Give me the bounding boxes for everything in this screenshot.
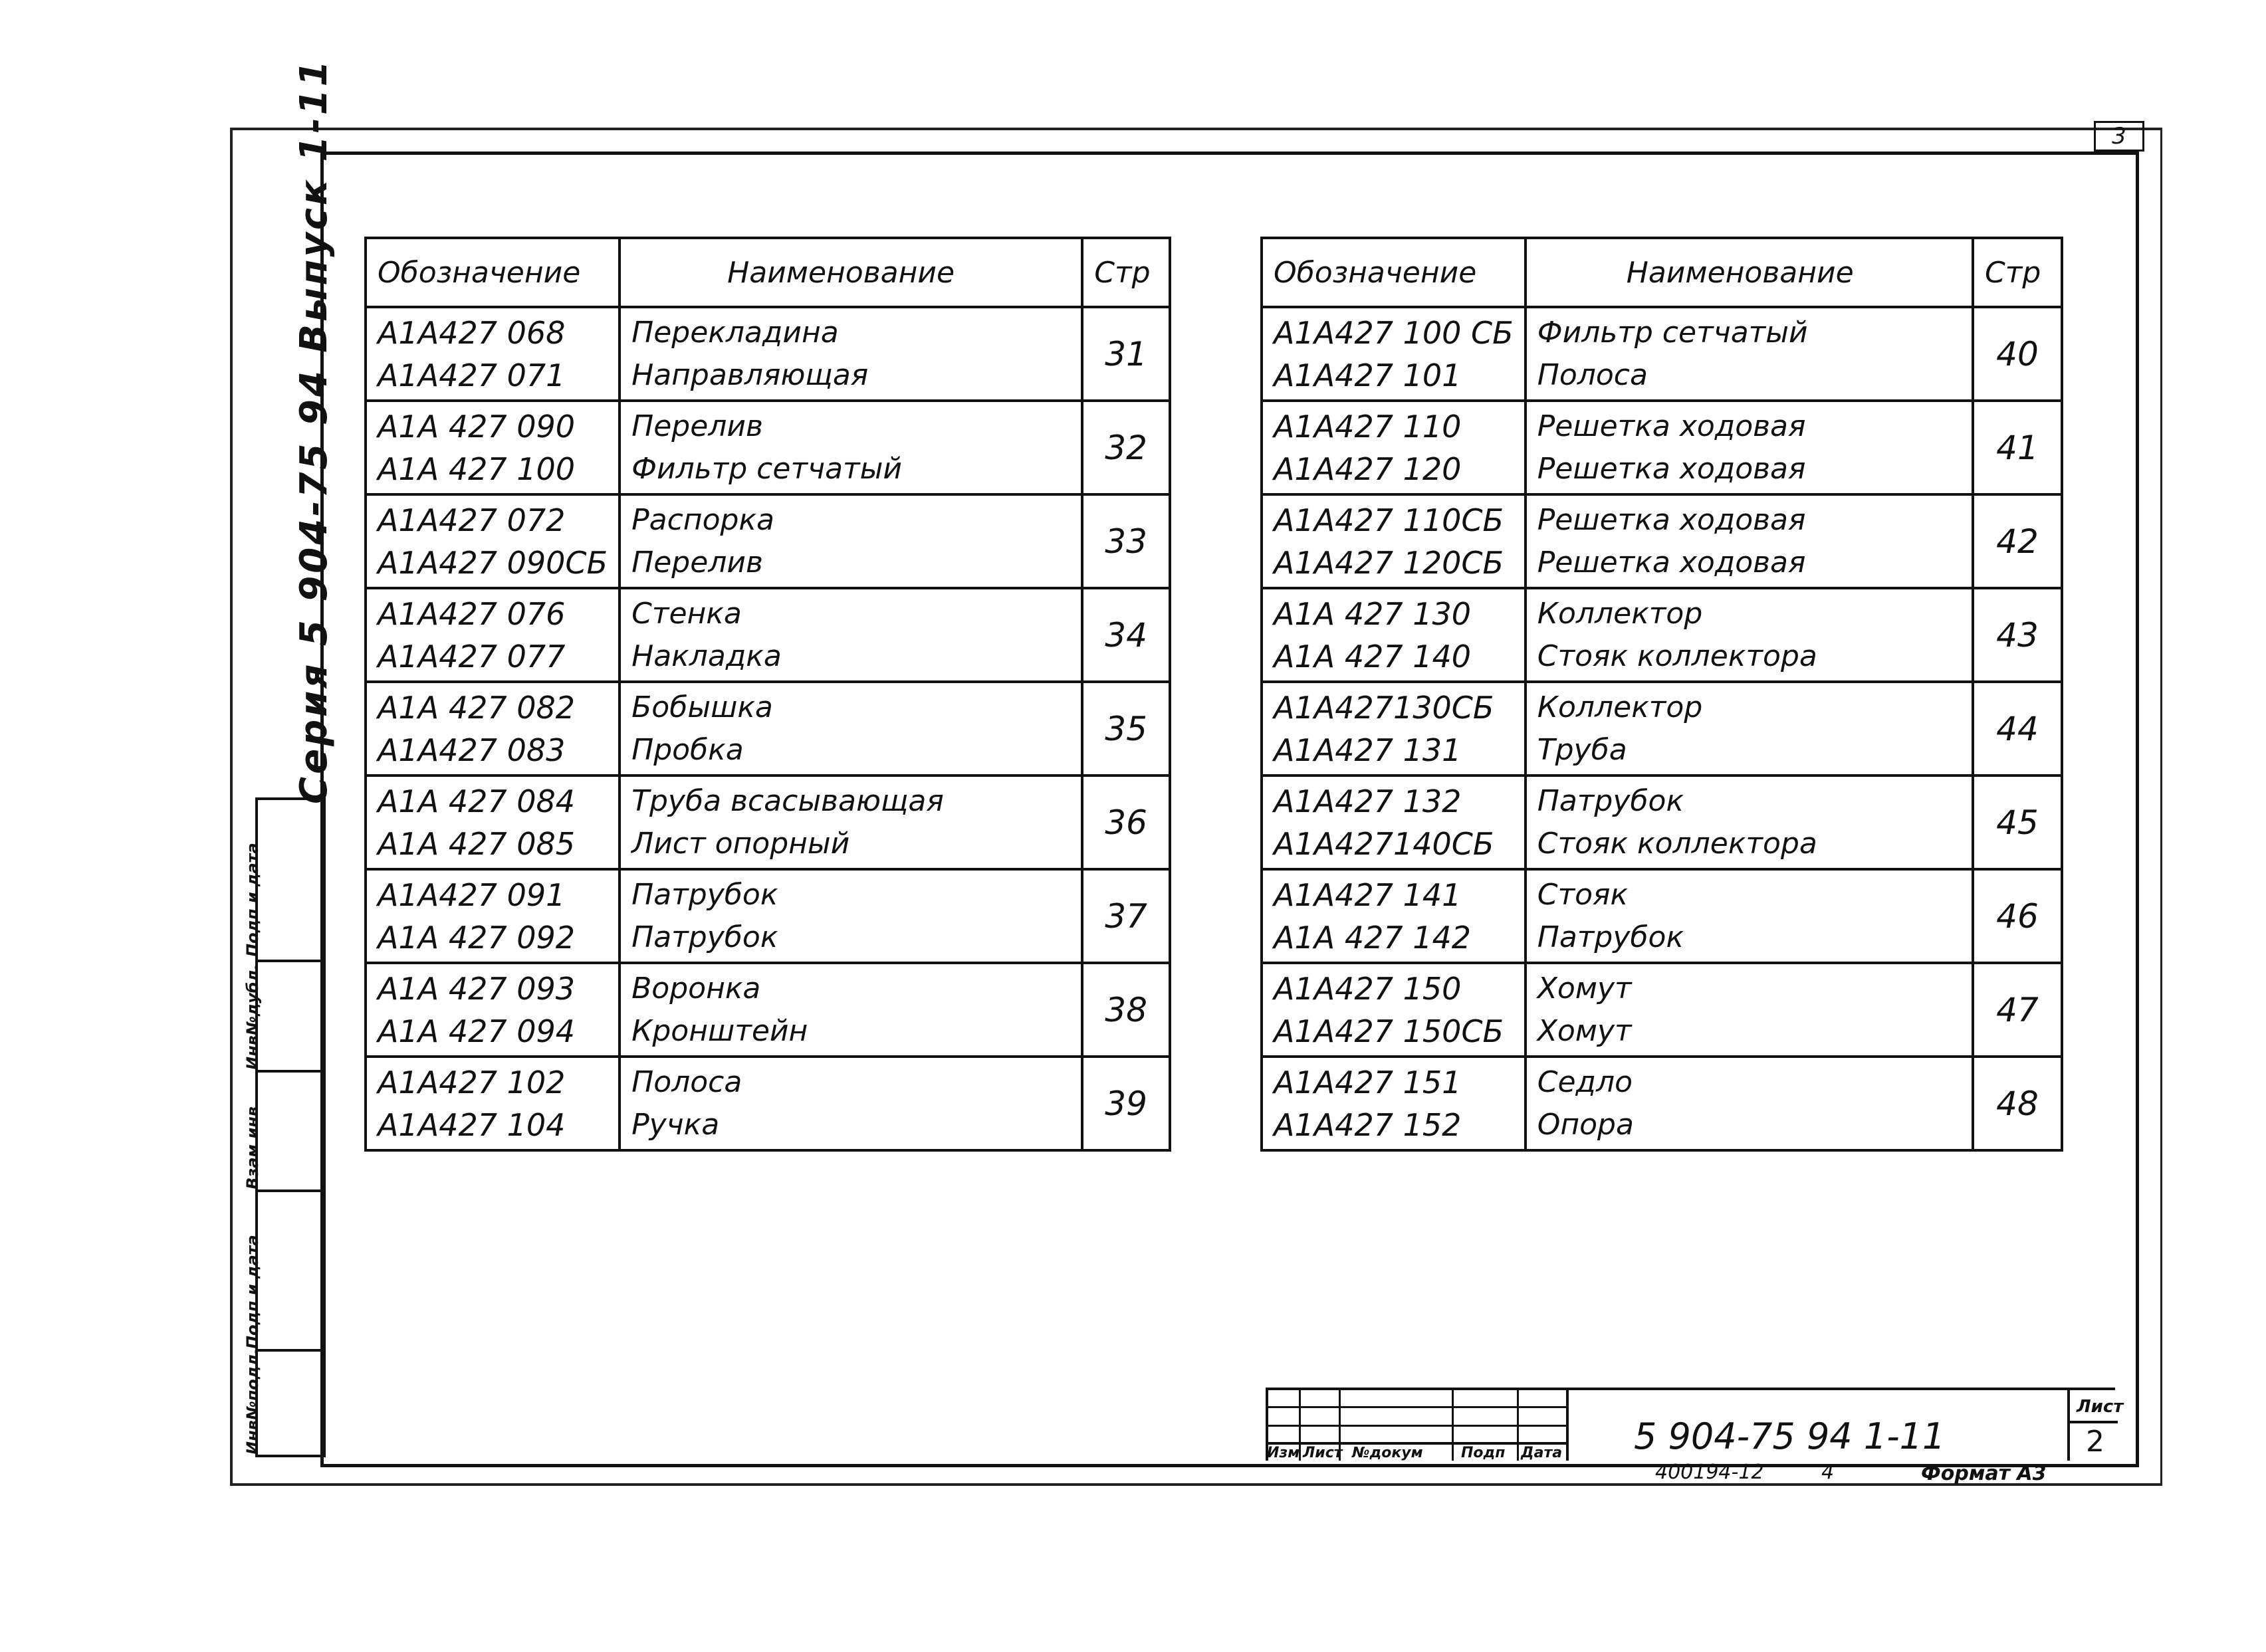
item-name: Фильтр сетчатый bbox=[631, 451, 903, 486]
designation: А1А 427 084 bbox=[378, 783, 576, 819]
page-cell: 36 bbox=[1082, 775, 1170, 869]
table-row bbox=[1262, 588, 2062, 682]
designation: А1А 427 092 bbox=[378, 919, 576, 956]
item-name: Патрубок bbox=[631, 877, 778, 912]
table-row bbox=[366, 494, 1170, 588]
designation: А1А427 152 bbox=[1274, 1106, 1462, 1143]
page-cell: 46 bbox=[1973, 869, 2062, 963]
designation: А1А427 091 bbox=[378, 877, 566, 913]
designation: А1А 427 093 bbox=[378, 970, 576, 1007]
page-cell: 32 bbox=[1082, 401, 1170, 494]
designation: А1А427 072 bbox=[378, 502, 566, 538]
item-name: Накладка bbox=[631, 639, 782, 673]
designation: А1А427 077 bbox=[378, 638, 566, 674]
table-row bbox=[366, 775, 1170, 869]
page-cell: 40 bbox=[1973, 307, 2062, 401]
designation: А1А427 104 bbox=[378, 1106, 566, 1143]
corner-page-number: 3 bbox=[2094, 121, 2144, 152]
item-name: Полоса bbox=[1537, 358, 1648, 392]
sheet-number: 2 bbox=[2086, 1425, 2104, 1459]
name-cell bbox=[620, 401, 1082, 494]
item-name: Труба bbox=[1537, 732, 1627, 767]
designation: А1А427 102 bbox=[378, 1064, 566, 1100]
name-cell bbox=[1526, 307, 1973, 401]
item-name: Пробка bbox=[631, 732, 744, 767]
table-row bbox=[366, 588, 1170, 682]
designation: А1А 427 082 bbox=[378, 689, 576, 726]
stamp-label: Дата bbox=[1521, 1445, 1563, 1461]
table-row bbox=[1262, 1057, 2062, 1150]
designation: А1А427 090СБ bbox=[378, 544, 608, 581]
code-cell bbox=[366, 1057, 620, 1150]
stamp-label: №докум bbox=[1352, 1445, 1423, 1461]
designation: А1А427 068 bbox=[378, 314, 566, 351]
designation: А1А427 110СБ bbox=[1274, 502, 1504, 538]
table-row bbox=[1262, 494, 2062, 588]
item-name: Коллектор bbox=[1537, 596, 1703, 631]
table-row bbox=[366, 307, 1170, 401]
code-cell bbox=[366, 869, 620, 963]
item-name: Стояк коллектора bbox=[1537, 826, 1817, 861]
designation: А1А 427 090 bbox=[378, 408, 576, 445]
name-cell bbox=[1526, 775, 1973, 869]
side-stamp bbox=[243, 797, 326, 1457]
name-cell bbox=[620, 588, 1082, 682]
item-name: Полоса bbox=[631, 1065, 742, 1099]
item-name: Решетка ходовая bbox=[1537, 451, 1806, 486]
item-name: Распорка bbox=[631, 502, 774, 537]
item-name: Решетка ходовая bbox=[1537, 545, 1806, 579]
table-row bbox=[1262, 307, 2062, 401]
item-name: Решетка ходовая bbox=[1537, 502, 1806, 537]
item-name: Кронштейн bbox=[631, 1013, 808, 1048]
item-name: Патрубок bbox=[631, 920, 778, 954]
name-cell bbox=[620, 963, 1082, 1057]
header-name: Наименование bbox=[1526, 238, 1973, 307]
page-cell: 34 bbox=[1082, 588, 1170, 682]
designation: А1А427 100 СБ bbox=[1274, 314, 1514, 351]
name-cell bbox=[1526, 963, 1973, 1057]
table-row bbox=[366, 1057, 1170, 1150]
stamp-label: Лист bbox=[1303, 1445, 1343, 1461]
code-cell bbox=[366, 401, 620, 494]
header-page: Стр bbox=[1973, 238, 2062, 307]
sheet-number-box bbox=[2067, 1388, 2124, 1461]
table-row bbox=[1262, 682, 2062, 775]
name-cell bbox=[620, 494, 1082, 588]
side-label: Инв№подл. bbox=[243, 1348, 262, 1455]
code-cell bbox=[1262, 588, 1526, 682]
name-cell bbox=[1526, 1057, 1973, 1150]
item-name: Труба всасывающая bbox=[631, 783, 944, 818]
designation: А1А427 141 bbox=[1274, 877, 1462, 913]
table-row bbox=[1262, 869, 2062, 963]
left-index-table bbox=[364, 237, 1171, 1152]
side-cell bbox=[243, 960, 323, 1073]
designation: А1А 427 100 bbox=[378, 451, 576, 487]
code-cell bbox=[1262, 401, 1526, 494]
page-cell: 47 bbox=[1973, 963, 2062, 1057]
code-cell bbox=[366, 963, 620, 1057]
designation: А1А427 071 bbox=[378, 357, 566, 393]
table-row bbox=[366, 401, 1170, 494]
item-name: Опора bbox=[1537, 1107, 1634, 1142]
footer-code: 400194-12 bbox=[1655, 1461, 1764, 1484]
code-cell bbox=[1262, 775, 1526, 869]
table-row bbox=[1262, 963, 2062, 1057]
designation: А1А427 110 bbox=[1274, 408, 1462, 445]
designation: А1А427 101 bbox=[1274, 357, 1462, 393]
code-cell bbox=[366, 588, 620, 682]
item-name: Патрубок bbox=[1537, 920, 1684, 954]
sheet-label: Лист bbox=[2077, 1397, 2124, 1417]
item-name: Перелив bbox=[631, 409, 763, 443]
format-label: Формат А3 bbox=[1921, 1462, 2047, 1485]
side-cell bbox=[243, 1348, 323, 1457]
table-row bbox=[366, 963, 1170, 1057]
name-cell bbox=[620, 682, 1082, 775]
name-cell bbox=[1526, 869, 1973, 963]
right-index-table bbox=[1260, 237, 2063, 1152]
side-cell bbox=[243, 1070, 323, 1192]
code-cell bbox=[1262, 869, 1526, 963]
item-name: Хомут bbox=[1537, 1013, 1632, 1048]
item-name: Стояк bbox=[1537, 877, 1629, 912]
page-cell: 41 bbox=[1973, 401, 2062, 494]
code-cell bbox=[1262, 682, 1526, 775]
item-name: Седло bbox=[1537, 1065, 1633, 1099]
item-name: Направляющая bbox=[631, 358, 869, 392]
designation: А1А427 150СБ bbox=[1274, 1013, 1504, 1049]
page-cell: 48 bbox=[1973, 1057, 2062, 1150]
table-row bbox=[366, 682, 1170, 775]
designation: А1А 427 140 bbox=[1274, 638, 1472, 674]
code-cell bbox=[366, 307, 620, 401]
name-cell bbox=[620, 307, 1082, 401]
table-row bbox=[366, 869, 1170, 963]
page-cell: 38 bbox=[1082, 963, 1170, 1057]
page-cell: 43 bbox=[1973, 588, 2062, 682]
name-cell bbox=[1526, 588, 1973, 682]
name-cell bbox=[1526, 401, 1973, 494]
designation: А1А 427 085 bbox=[378, 825, 576, 862]
code-cell bbox=[1262, 963, 1526, 1057]
code-cell bbox=[366, 494, 620, 588]
page-cell: 31 bbox=[1082, 307, 1170, 401]
page-cell: 45 bbox=[1973, 775, 2062, 869]
code-cell bbox=[366, 682, 620, 775]
footer-num: 4 bbox=[1821, 1461, 1835, 1484]
designation: А1А427130СБ bbox=[1274, 689, 1494, 726]
designation: А1А427 076 bbox=[378, 595, 566, 632]
designation: А1А427 150 bbox=[1274, 970, 1462, 1007]
item-name: Лист опорный bbox=[631, 826, 850, 861]
page-cell: 33 bbox=[1082, 494, 1170, 588]
code-cell bbox=[1262, 494, 1526, 588]
item-name: Воронка bbox=[631, 971, 761, 1005]
name-cell bbox=[620, 775, 1082, 869]
item-name: Решетка ходовая bbox=[1537, 409, 1806, 443]
name-cell bbox=[1526, 494, 1973, 588]
page-cell: 37 bbox=[1082, 869, 1170, 963]
series-title: Серия 5 904-75 94 Выпуск 1-11 bbox=[292, 58, 336, 804]
item-name: Перекладина bbox=[631, 315, 839, 350]
stamp-label: Подп bbox=[1461, 1445, 1506, 1461]
table-row bbox=[1262, 775, 2062, 869]
designation: А1А 427 094 bbox=[378, 1013, 576, 1049]
code-cell bbox=[1262, 1057, 1526, 1150]
side-label: Взам инв bbox=[243, 1106, 262, 1189]
designation: А1А427 120СБ bbox=[1274, 544, 1504, 581]
page-cell: 39 bbox=[1082, 1057, 1170, 1150]
page-cell: 35 bbox=[1082, 682, 1170, 775]
designation: А1А 427 130 bbox=[1274, 595, 1472, 632]
name-cell bbox=[620, 1057, 1082, 1150]
designation: А1А427 151 bbox=[1274, 1064, 1462, 1100]
page-cell: 44 bbox=[1973, 682, 2062, 775]
side-cell bbox=[243, 800, 323, 960]
name-cell bbox=[1526, 682, 1973, 775]
item-name: Перелив bbox=[631, 545, 763, 579]
designation: А1А427 083 bbox=[378, 732, 566, 768]
header-page: Стр bbox=[1082, 238, 1170, 307]
header-code: Обозначение bbox=[366, 238, 620, 307]
designation: А1А427 131 bbox=[1274, 732, 1462, 768]
stamp-label: Изм bbox=[1267, 1445, 1300, 1461]
item-name: Стенка bbox=[631, 596, 742, 631]
designation: А1А427 120 bbox=[1274, 451, 1462, 487]
item-name: Фильтр сетчатый bbox=[1537, 315, 1808, 350]
designation: А1А427 132 bbox=[1274, 783, 1462, 819]
designation: А1А427140СБ bbox=[1274, 825, 1494, 862]
table-row bbox=[1262, 401, 2062, 494]
item-name: Патрубок bbox=[1537, 783, 1684, 818]
page-cell: 42 bbox=[1973, 494, 2062, 588]
side-label: Подп и дата bbox=[243, 1235, 262, 1349]
item-name: Бобышка bbox=[631, 690, 773, 724]
item-name: Стояк коллектора bbox=[1537, 639, 1817, 673]
name-cell bbox=[620, 869, 1082, 963]
item-name: Ручка bbox=[631, 1107, 720, 1142]
side-label: Инв№дубл. bbox=[243, 964, 262, 1070]
designation: А1А 427 142 bbox=[1274, 919, 1472, 956]
code-cell bbox=[1262, 307, 1526, 401]
item-name: Хомут bbox=[1537, 971, 1632, 1005]
document-code: 5 904-75 94 1-11 bbox=[1634, 1415, 1946, 1457]
item-name: Коллектор bbox=[1537, 690, 1703, 724]
side-label: Подп и дата bbox=[243, 843, 262, 957]
side-cell bbox=[243, 1189, 323, 1352]
header-name: Наименование bbox=[620, 238, 1082, 307]
header-code: Обозначение bbox=[1262, 238, 1526, 307]
code-cell bbox=[366, 775, 620, 869]
